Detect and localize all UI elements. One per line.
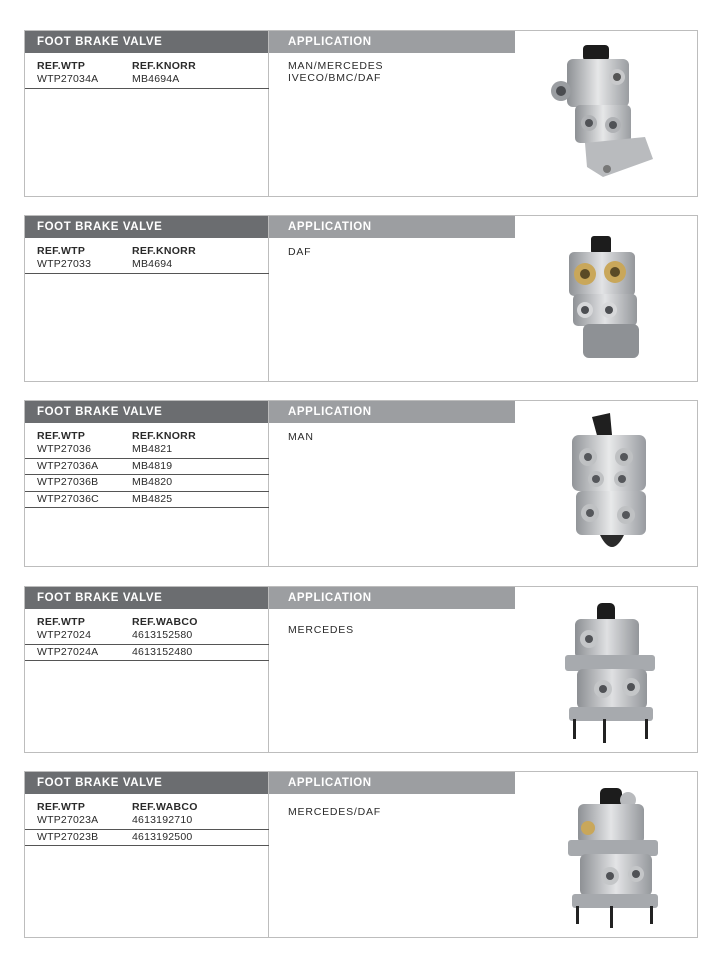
application-item: MERCEDES/DAF bbox=[288, 806, 382, 818]
wtp-number: WTP27034A bbox=[37, 73, 99, 85]
col-ref-wtp: REF.WTP bbox=[37, 616, 86, 628]
oem-number: 4613192710 bbox=[132, 814, 193, 826]
section-title: FOOT BRAKE VALVE bbox=[25, 216, 269, 238]
application-item: IVECO/BMC/DAF bbox=[288, 71, 382, 84]
application-list bbox=[288, 432, 314, 444]
col-ref-oem: REF.KNORR bbox=[132, 245, 196, 257]
col-ref-oem: REF.KNORR bbox=[132, 430, 196, 442]
application-item: MERCEDES bbox=[288, 624, 354, 636]
table-row bbox=[25, 257, 269, 274]
table-row bbox=[25, 830, 269, 847]
reference-table bbox=[25, 72, 269, 89]
section-title: FOOT BRAKE VALVE bbox=[25, 31, 269, 53]
table-row bbox=[25, 628, 269, 645]
application-list bbox=[288, 61, 383, 84]
application-title: APPLICATION bbox=[269, 31, 515, 53]
wtp-number: WTP27036A bbox=[37, 459, 99, 472]
col-ref-oem: REF.WABCO bbox=[132, 616, 198, 628]
col-ref-wtp: REF.WTP bbox=[37, 245, 86, 257]
wtp-number: WTP27023A bbox=[37, 814, 99, 826]
oem-number: MB4821 bbox=[132, 443, 173, 455]
section-title: FOOT BRAKE VALVE bbox=[25, 401, 269, 423]
oem-number: 4613152580 bbox=[132, 629, 193, 641]
foot-brake-valve-image bbox=[555, 234, 655, 364]
table-row bbox=[25, 459, 269, 476]
wtp-number: WTP27036B bbox=[37, 476, 99, 488]
product-card bbox=[24, 586, 698, 753]
application-item: MAN/MERCEDES bbox=[288, 60, 384, 72]
foot-brake-valve-image bbox=[560, 784, 670, 932]
wtp-number: WTP27024A bbox=[37, 645, 99, 658]
wtp-number: WTP27036 bbox=[37, 443, 92, 455]
product-card bbox=[24, 30, 698, 197]
table-row bbox=[25, 645, 269, 662]
table-row bbox=[25, 442, 269, 459]
column-divider bbox=[268, 587, 269, 752]
col-ref-wtp: REF.WTP bbox=[37, 430, 86, 442]
reference-table bbox=[25, 257, 269, 274]
wtp-number: WTP27033 bbox=[37, 258, 92, 270]
wtp-number: WTP27036C bbox=[37, 492, 99, 505]
application-title: APPLICATION bbox=[269, 587, 515, 609]
oem-number: MB4694 bbox=[132, 258, 173, 270]
product-card bbox=[24, 400, 698, 567]
oem-number: MB4825 bbox=[132, 492, 173, 505]
foot-brake-valve-image bbox=[545, 41, 665, 189]
product-card bbox=[24, 215, 698, 382]
product-card bbox=[24, 771, 698, 938]
application-list bbox=[288, 807, 381, 819]
table-row bbox=[25, 813, 269, 830]
col-ref-oem: REF.WABCO bbox=[132, 801, 198, 813]
reference-table bbox=[25, 628, 269, 661]
application-title: APPLICATION bbox=[269, 772, 515, 794]
oem-number: 4613192500 bbox=[132, 830, 193, 843]
column-divider bbox=[268, 31, 269, 196]
application-list bbox=[288, 625, 354, 637]
wtp-number: WTP27024 bbox=[37, 629, 92, 641]
application-title: APPLICATION bbox=[269, 401, 515, 423]
application-title: APPLICATION bbox=[269, 216, 515, 238]
oem-number: 4613152480 bbox=[132, 645, 193, 658]
wtp-number: WTP27023B bbox=[37, 830, 99, 843]
reference-table bbox=[25, 442, 269, 508]
foot-brake-valve-image bbox=[555, 601, 665, 747]
application-item: DAF bbox=[288, 246, 312, 258]
oem-number: MB4820 bbox=[132, 476, 173, 488]
col-ref-wtp: REF.WTP bbox=[37, 801, 86, 813]
table-row bbox=[25, 475, 269, 492]
foot-brake-valve-image bbox=[560, 413, 660, 558]
column-divider bbox=[268, 772, 269, 937]
application-list bbox=[288, 247, 311, 259]
col-ref-oem: REF.KNORR bbox=[132, 60, 196, 72]
section-title: FOOT BRAKE VALVE bbox=[25, 587, 269, 609]
section-title: FOOT BRAKE VALVE bbox=[25, 772, 269, 794]
reference-table bbox=[25, 813, 269, 846]
table-row bbox=[25, 72, 269, 89]
col-ref-wtp: REF.WTP bbox=[37, 60, 86, 72]
column-divider bbox=[268, 216, 269, 381]
oem-number: MB4819 bbox=[132, 459, 173, 472]
oem-number: MB4694A bbox=[132, 73, 180, 85]
table-row bbox=[25, 492, 269, 509]
application-item: MAN bbox=[288, 431, 314, 443]
